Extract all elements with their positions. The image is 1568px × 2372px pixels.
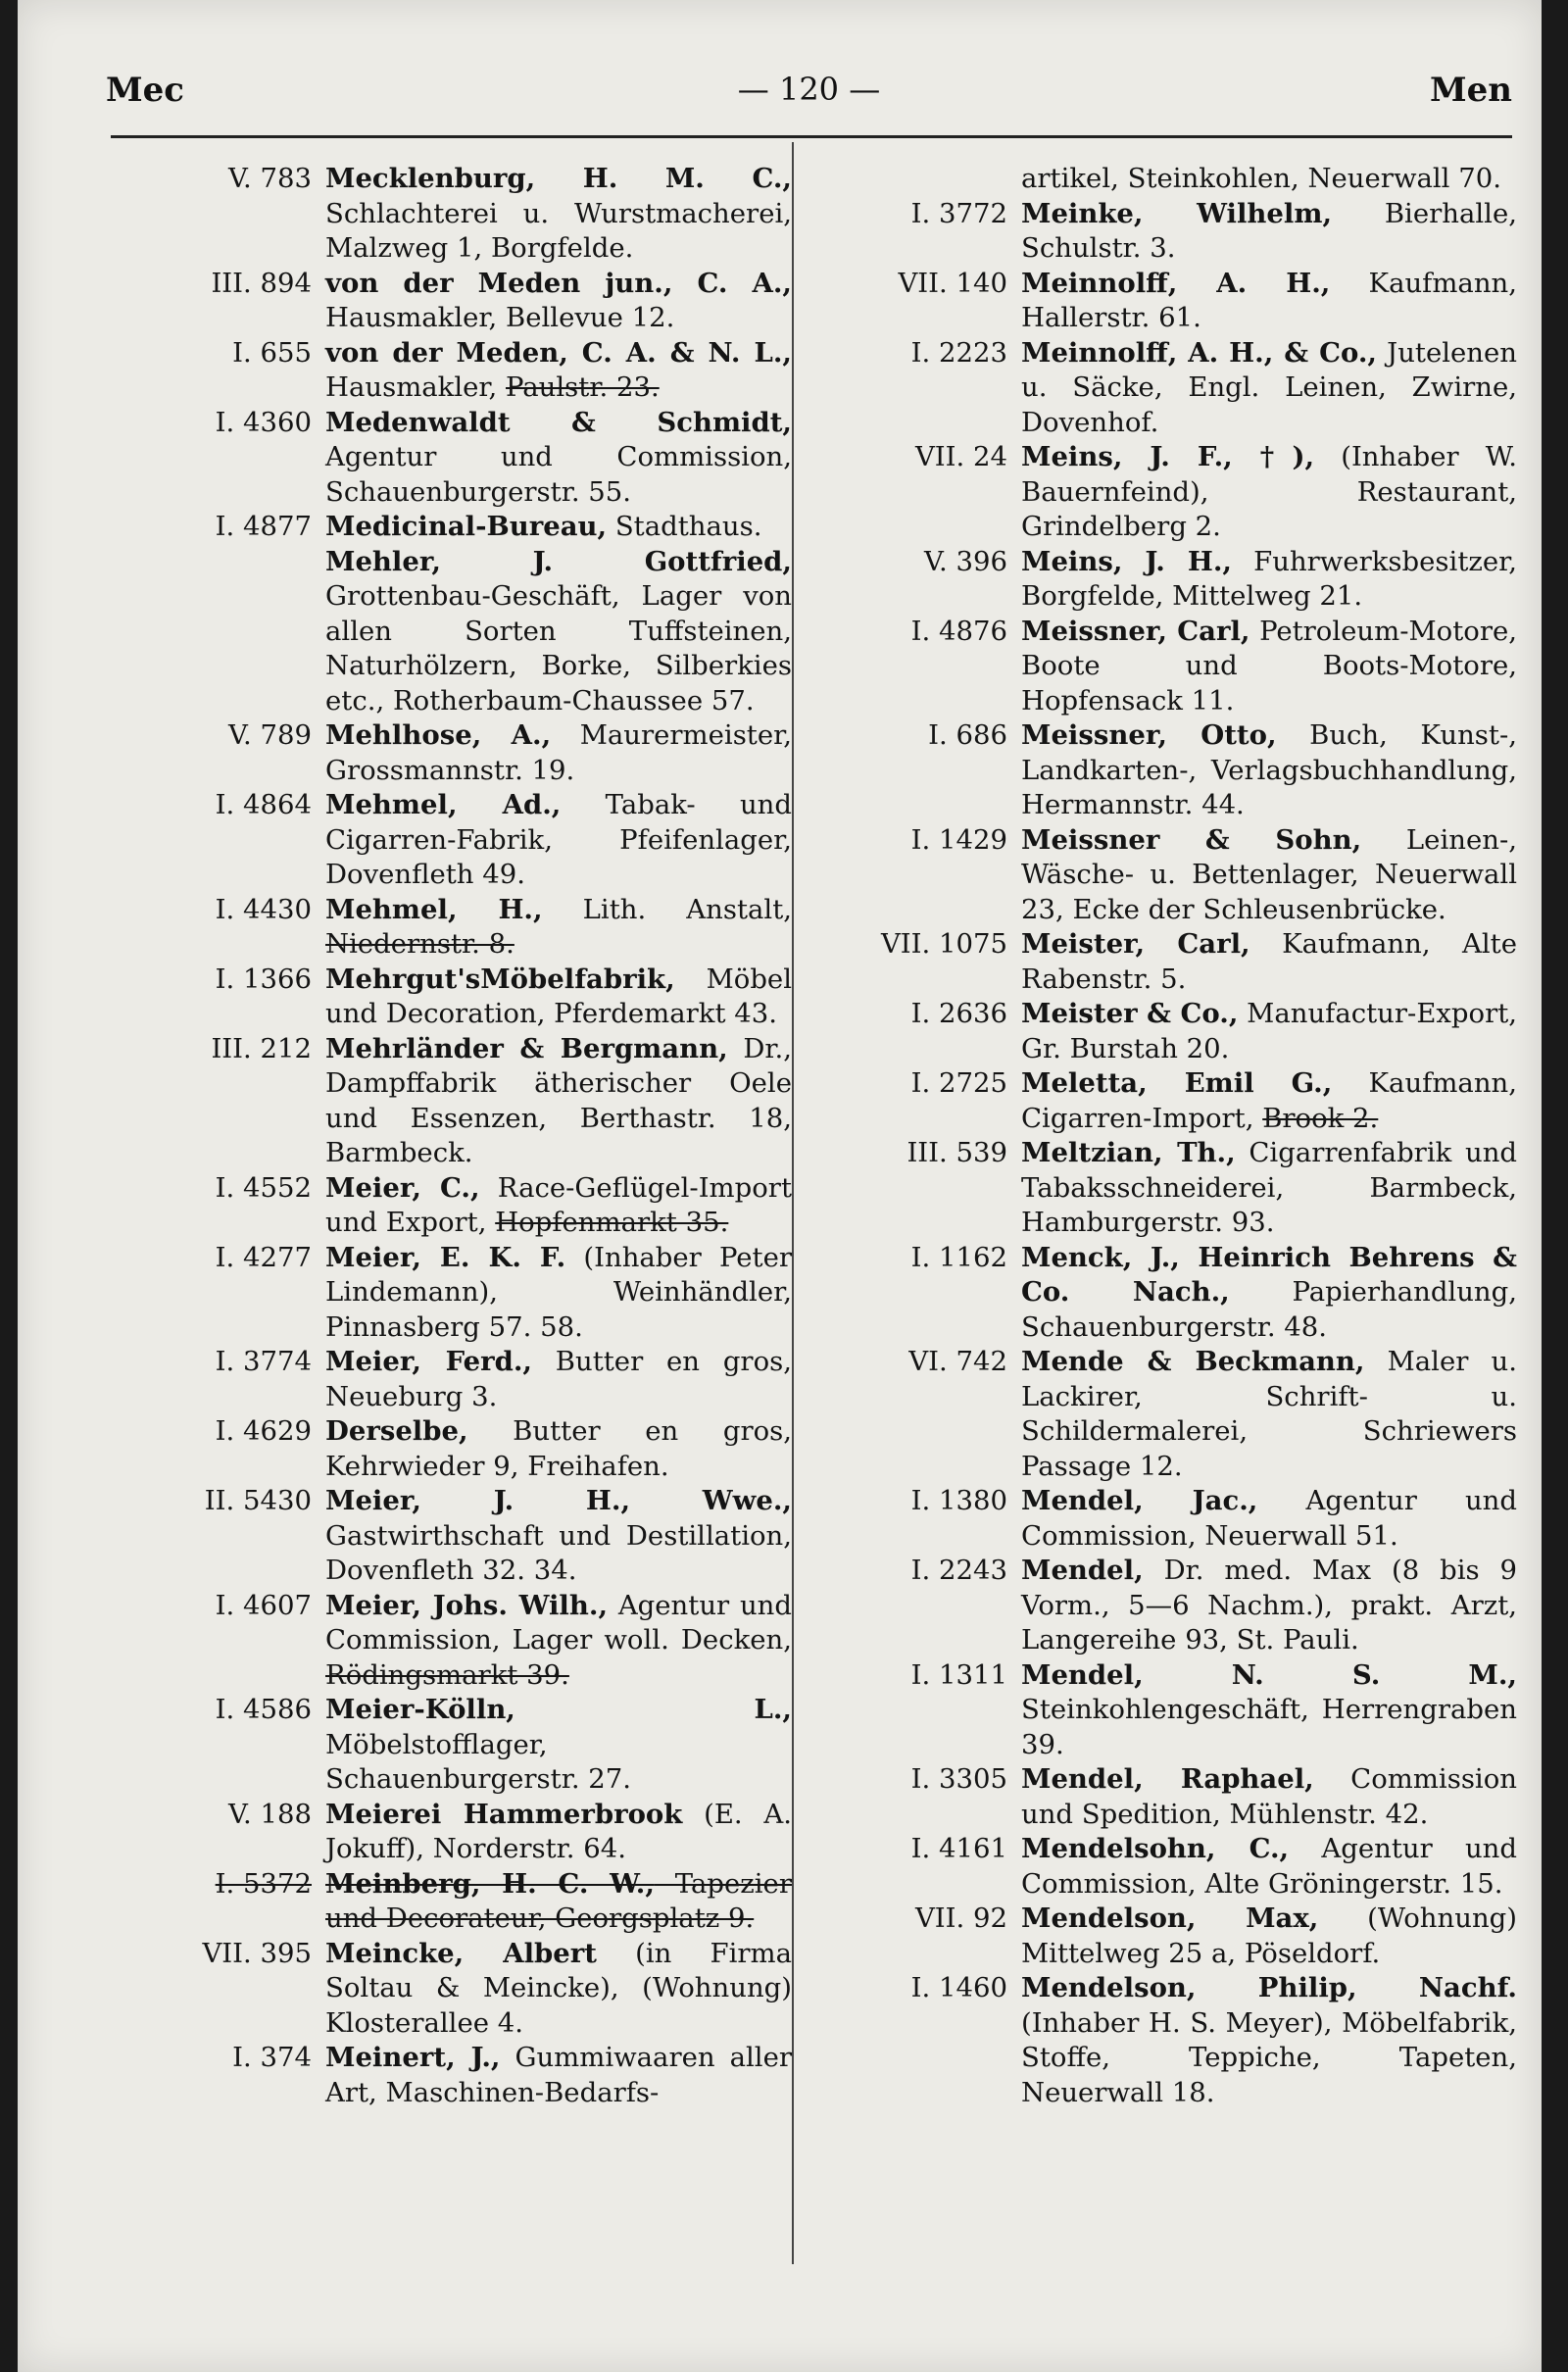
directory-entry (811, 1484, 1517, 1554)
entry-name: Mende & Beckmann, (1021, 1346, 1365, 1377)
entry-description: Agentur und Commission, Schauenburgerstr. 55. (325, 441, 792, 508)
entry-description: Maurermeister, Grossmannstr. 19. (325, 719, 792, 786)
entry-text (325, 1693, 792, 1798)
entry-description: Papierhandlung, Schauenburgerstr. 48. (1021, 1276, 1517, 1343)
entry-description: Lith. Anstalt, (542, 893, 792, 925)
entry-phone-number: I. 4607 (215, 1589, 312, 1621)
header-left-keyword: Mec (106, 71, 184, 110)
entry-phone-number: V. 188 (227, 1798, 312, 1830)
directory-entry (116, 963, 792, 1032)
directory-entry (811, 1902, 1517, 1971)
entry-phone-number: I. 4586 (215, 1694, 312, 1725)
entry-text (1021, 997, 1517, 1066)
entry-text (325, 1032, 792, 1171)
entry-phone-number: I. 2223 (910, 336, 1007, 369)
entry-description: Manufactur-Export, Gr. Burstah 20. (1021, 998, 1518, 1064)
directory-entry (116, 1798, 792, 1867)
entry-description: Hausmakler, (325, 371, 507, 403)
directory-entry (811, 927, 1517, 997)
page-number: — 120 — (737, 71, 881, 108)
entry-text (1021, 162, 1517, 197)
entry-description: (in Firma Soltau & Meincke), (Wohnung) Klosterallee 4. (325, 1937, 792, 2039)
entry-name: Meister & Co., (1021, 998, 1239, 1029)
entry-name: Mendel, (1021, 1555, 1144, 1586)
entry-name: Meier, E. K. F. (325, 1241, 566, 1273)
entry-name: Mendelson, Max, (1021, 1903, 1319, 1934)
entry-name: Mehrgut'sMöbelfabrik, (325, 963, 675, 995)
entry-phone-number: I. 1460 (910, 1972, 1007, 2003)
entry-text (325, 1484, 792, 1589)
entry-phone-number: I. 4864 (215, 789, 312, 820)
directory-entry (116, 1484, 792, 1589)
entry-text (1021, 1345, 1517, 1484)
directory-entry (116, 1171, 792, 1241)
entry-text (1021, 615, 1517, 719)
entry-text (325, 162, 792, 267)
entry-name: Meissner, Otto, (1021, 719, 1277, 751)
entry-name: Meier-Kölln, L., (325, 1694, 792, 1725)
entry-description: Petroleum-Motore, Boote und Boots-Motore, Hopfensack 11. (1021, 615, 1517, 717)
entry-name: Meister, Carl, (1021, 928, 1250, 960)
entry-name: von der Meden jun., C. A., (325, 267, 792, 299)
directory-entry (811, 1345, 1517, 1484)
entry-description: Steinkohlengeschäft, Herrengraben 39. (1021, 1694, 1517, 1760)
left-column (116, 162, 792, 2110)
entry-name: Derselbe, (325, 1415, 468, 1447)
entry-name: Mehmel, Ad., (325, 789, 562, 820)
column-divider (792, 142, 794, 2264)
entry-description: (Inhaber Peter Lindemann), Weinhändler, Pinnasberg 57. 58. (325, 1241, 792, 1343)
entry-phone-number: I. 1380 (910, 1485, 1007, 1516)
entry-phone-number: VII. 1075 (880, 928, 1007, 960)
directory-entry (116, 510, 792, 545)
entry-phone-number: I. 3772 (910, 197, 1007, 229)
entry-text (1021, 1762, 1517, 1832)
directory-entry (116, 1345, 792, 1414)
entry-description: (Wohnung) Mittelweg 25 a, Pöseldorf. (1021, 1903, 1517, 1969)
entry-description: Race-Geflügel-Import und Export, (325, 1171, 792, 1238)
entry-name: Meier, Johs. Wilh., (325, 1589, 609, 1621)
directory-entry (116, 1693, 792, 1798)
entry-name: Meinberg, H. C. W., (325, 1867, 655, 1900)
directory-entry (811, 1136, 1517, 1241)
entry-name: von der Meden, C. A. & N. L., (325, 336, 792, 369)
entry-phone-number: III. 894 (211, 267, 312, 299)
entry-name: Meinnolff, A. H., & Co., (1021, 336, 1378, 369)
entry-description: Commission und Spedition, Mühlenstr. 42. (1021, 1763, 1517, 1830)
entry-text (1021, 440, 1517, 545)
entry-description: Jutelenen u. Säcke, Engl. Leinen, Zwirne, Dovenhof. (1021, 336, 1517, 438)
directory-entry (116, 1414, 792, 1484)
entry-phone-number: I. 4161 (910, 1833, 1007, 1864)
entry-phone-number: I. 4629 (215, 1415, 312, 1447)
directory-entry (116, 545, 792, 719)
entry-phone-number: I. 374 (232, 2042, 312, 2073)
entry-phone-number: I. 1366 (215, 963, 312, 995)
entry-phone-number: V. 396 (923, 545, 1007, 577)
entry-phone-number: I. 686 (928, 719, 1007, 751)
entry-text (1021, 267, 1517, 336)
entry-name: Mendel, Jac., (1021, 1485, 1258, 1516)
entry-phone-number: I. 5372 (215, 1867, 312, 1900)
entry-name: Mendel, Raphael, (1021, 1763, 1314, 1795)
entry-phone-number: I. 3305 (910, 1763, 1007, 1795)
entry-text (325, 1937, 792, 2042)
entry-name: Meissner, Carl, (1021, 615, 1250, 647)
entry-name: Meier, C., (325, 1171, 480, 1204)
entry-name: Meier, Ferd., (325, 1346, 532, 1377)
entry-name: Meins, J. H., (1021, 545, 1232, 577)
entry-text (325, 545, 792, 719)
entry-phone-number: I. 655 (232, 336, 312, 369)
entry-phone-number: VII. 395 (202, 1937, 312, 1969)
directory-entry (116, 1937, 792, 2042)
entry-text (1021, 927, 1517, 997)
entry-description: Hausmakler, Bellevue 12. (325, 302, 675, 333)
entry-description: Cigarrenfabrik und Tabaksschneiderei, Barmbeck, Hamburgerstr. 93. (1021, 1137, 1518, 1238)
directory-entry (116, 1589, 792, 1694)
entry-text (325, 963, 792, 1032)
entry-description: artikel, Steinkohlen, Neuerwall 70. (1021, 163, 1501, 194)
entry-description: Agentur und Commission, Lager woll. Decken, (325, 1589, 792, 1655)
entry-phone-number (811, 162, 1021, 197)
entry-name: Meletta, Emil G., (1021, 1067, 1333, 1099)
entry-description: Bierhalle, Schulstr. 3. (1021, 197, 1517, 264)
entry-phone-number: I. 2725 (910, 1067, 1007, 1099)
entry-text (1021, 718, 1517, 823)
entry-text (325, 510, 792, 545)
directory-entry (811, 1762, 1517, 1832)
entry-description: Möbel und Decoration, Pferdemarkt 43. (325, 963, 792, 1029)
entry-name: Meinke, Wilhelm, (1021, 197, 1333, 229)
entry-phone-number: I. 2636 (910, 998, 1007, 1029)
entry-text (325, 267, 792, 336)
directory-entry (116, 267, 792, 336)
entry-name: Mendelsohn, C., (1021, 1833, 1290, 1864)
entry-name: Mendel, N. S. M., (1021, 1658, 1517, 1691)
entry-name: Mecklenburg, H. M. C., (325, 163, 792, 194)
entry-description: Kaufmann, Hallerstr. 61. (1021, 267, 1517, 333)
entry-text (1021, 1484, 1517, 1554)
directory-entry (116, 718, 792, 788)
entry-text (1021, 1241, 1517, 1346)
entry-text (325, 1414, 792, 1484)
entry-description: Kaufmann, Cigarren-Import, (1021, 1067, 1517, 1134)
entry-name: Mehrländer & Bergmann, (325, 1032, 728, 1064)
directory-entry (811, 162, 1517, 197)
directory-entry (116, 1867, 792, 1937)
directory-entry (811, 545, 1517, 615)
entry-phone-number: III. 539 (906, 1137, 1007, 1168)
entry-phone-number: III. 212 (211, 1032, 312, 1064)
entry-name: Meissner & Sohn, (1021, 823, 1362, 856)
entry-text (325, 336, 792, 406)
directory-entry (116, 162, 792, 267)
entry-name: Medenwaldt & Schmidt, (325, 406, 792, 438)
directory-entry (811, 1832, 1517, 1902)
entry-text (325, 718, 792, 788)
page-header (106, 71, 1512, 120)
entry-phone-number: I. 1311 (910, 1658, 1007, 1691)
entry-text (1021, 1554, 1517, 1658)
directory-entry (116, 336, 792, 406)
entry-description: Buch, Kunst-, Landkarten-, Verlagsbuchhandlung, Hermannstr. 44. (1021, 719, 1517, 820)
entry-text (325, 2041, 792, 2110)
struck-address: Brook 2. (1262, 1102, 1379, 1134)
entry-phone-number (116, 545, 325, 719)
entry-description: Kaufmann, Alte Rabenstr. 5. (1021, 928, 1517, 995)
entry-description: Agentur und Commission, Neuerwall 51. (1021, 1485, 1517, 1552)
directory-entry (811, 615, 1517, 719)
entry-description: Möbelstofflager, Schauenburgerstr. 27. (325, 1728, 632, 1795)
struck-address: Hopfenmarkt 35. (495, 1207, 729, 1238)
entry-text (325, 1589, 792, 1694)
entry-text (325, 893, 792, 963)
entry-text (1021, 1832, 1517, 1902)
entry-name: Mehler, J. Gottfried, (325, 545, 792, 577)
entry-description: (Inhaber H. S. Meyer), Möbelfabrik, Stoffe, Teppiche, Tapeten, Neuerwall 18. (1021, 2006, 1517, 2108)
entry-phone-number: I. 4877 (215, 511, 312, 542)
entry-text (325, 1171, 792, 1241)
entry-phone-number: I. 1162 (910, 1241, 1007, 1273)
entry-description: Stadthaus. (607, 511, 762, 542)
entry-description: (Inhaber W. Bauernfeind), Restaurant, Grindelberg 2. (1021, 441, 1517, 542)
entry-text (1021, 1136, 1517, 1241)
entry-description: Gummiwaaren aller Art, Maschinen-Bedarfs- (325, 2042, 792, 2108)
directory-entry (116, 788, 792, 893)
directory-entry (811, 267, 1517, 336)
header-rule (111, 135, 1512, 138)
entry-phone-number: I. 4430 (215, 893, 312, 925)
directory-entry (811, 197, 1517, 267)
entry-phone-number: I. 1429 (910, 823, 1007, 856)
entry-text (1021, 197, 1517, 267)
entry-text (325, 1345, 792, 1414)
directory-entry (811, 1658, 1517, 1763)
entry-name: Mehmel, H., (325, 893, 543, 925)
directory-entry (811, 336, 1517, 441)
entry-text (1021, 1971, 1517, 2110)
entry-phone-number: I. 4277 (215, 1241, 312, 1273)
entry-phone-number: I. 3774 (215, 1346, 312, 1377)
entry-text (325, 788, 792, 893)
directory-entry (811, 1971, 1517, 2110)
entry-text (1021, 1658, 1517, 1763)
entry-description: Schlachterei u. Wurstmacherei, Malzweg 1, Borgfelde. (325, 197, 792, 264)
entry-description: Leinen-, Wäsche- u. Bettenlager, Neuerwall 23, Ecke der Schleusenbrücke. (1021, 823, 1517, 925)
directory-page (18, 0, 1542, 2372)
entry-phone-number: VII. 92 (914, 1903, 1007, 1934)
entry-description: Dr., Dampffabrik ätherischer Oele und Essenzen, Berthastr. 18, Barmbeck. (325, 1032, 792, 1168)
entry-text (325, 406, 792, 511)
entry-name: Meinnolff, A. H., (1021, 267, 1331, 299)
struck-address: Paulstr. 23. (506, 371, 660, 403)
directory-entry (811, 1241, 1517, 1346)
entry-text (1021, 1902, 1517, 1971)
entry-description: Tabak- und Cigarren-Fabrik, Pfeifenlager, Dovenfleth 49. (325, 789, 792, 890)
entry-description: Maler u. Lackirer, Schrift- u. Schildermalerei, Schriewers Passage 12. (1021, 1346, 1517, 1482)
entry-phone-number: V. 783 (227, 163, 312, 194)
directory-entry (116, 1032, 792, 1171)
directory-entry (811, 823, 1517, 928)
entry-name: Meins, J. F., †), (1021, 441, 1315, 472)
entry-phone-number: V. 789 (227, 719, 312, 751)
entry-description: Tapezier und Decorateur, Georgsplatz 9. (325, 1867, 792, 1934)
entry-phone-number: I. 4360 (215, 406, 312, 438)
directory-entry (116, 1241, 792, 1346)
directory-entry (116, 2041, 792, 2110)
entry-phone-number: VI. 742 (908, 1346, 1007, 1377)
entry-phone-number: VII. 140 (898, 267, 1007, 299)
entry-description: Gastwirthschaft und Destillation, Dovenfleth 32. 34. (325, 1519, 792, 1586)
entry-description: Butter en gros, Kehrwieder 9, Freihafen. (325, 1415, 792, 1482)
entry-name: Meltzian, Th., (1021, 1137, 1236, 1168)
directory-entry (116, 406, 792, 511)
entry-text (325, 1867, 792, 1937)
entry-text (1021, 1066, 1517, 1136)
directory-entry (811, 1066, 1517, 1136)
entry-name: Meier, J. H., Wwe., (325, 1485, 792, 1516)
entry-name: Meinert, J., (325, 2042, 501, 2073)
entry-name: Mendelson, Philip, Nachf. (1021, 1972, 1517, 2003)
entry-name: Meierei Hammerbrook (325, 1798, 683, 1830)
directory-entry (116, 893, 792, 963)
entry-description: Grottenbau-Geschäft, Lager von allen Sorten Tuffsteinen, Naturhölzern, Borke, Silberkies etc., Rotherbaum-Chaussee 57. (325, 580, 792, 717)
entry-name: Meincke, Albert (325, 1937, 597, 1969)
entry-name: Mehlhose, A., (325, 719, 552, 751)
entry-phone-number: VII. 24 (914, 441, 1007, 472)
directory-entry (811, 440, 1517, 545)
entry-description: Dr. med. Max (8 bis 9 Vorm., 5—6 Nachm.), prakt. Arzt, Langereihe 93, St. Pauli. (1021, 1555, 1517, 1655)
directory-entry (811, 718, 1517, 823)
directory-entry (811, 1554, 1517, 1658)
entry-name: Menck, J., Heinrich Behrens & Co. Nach., (1021, 1241, 1517, 1308)
entry-phone-number: II. 5430 (204, 1485, 312, 1516)
entry-name: Medicinal-Bureau, (325, 511, 608, 542)
entry-description: Butter en gros, Neueburg 3. (325, 1346, 792, 1412)
struck-address: Niedernstr. 8. (325, 928, 514, 960)
entry-phone-number: I. 4552 (215, 1171, 312, 1204)
struck-address: Rödingsmarkt 39. (325, 1658, 569, 1691)
entry-description: Fuhrwerksbesitzer, Borgfelde, Mittelweg 21. (1021, 545, 1518, 612)
entry-description: (E. A. Jokuff), Norderstr. 64. (325, 1798, 792, 1864)
entry-text (325, 1241, 792, 1346)
header-right-keyword: Men (1430, 71, 1512, 110)
entry-text (325, 1798, 792, 1867)
entry-text (1021, 823, 1517, 928)
entry-phone-number: I. 4876 (910, 615, 1007, 647)
directory-entry (811, 997, 1517, 1066)
entry-text (1021, 545, 1517, 615)
right-column (811, 162, 1517, 2110)
entry-description: Agentur und Commission, Alte Gröningerstr. 15. (1021, 1833, 1517, 1900)
entry-phone-number: I. 2243 (910, 1555, 1007, 1586)
entry-text (1021, 336, 1517, 441)
